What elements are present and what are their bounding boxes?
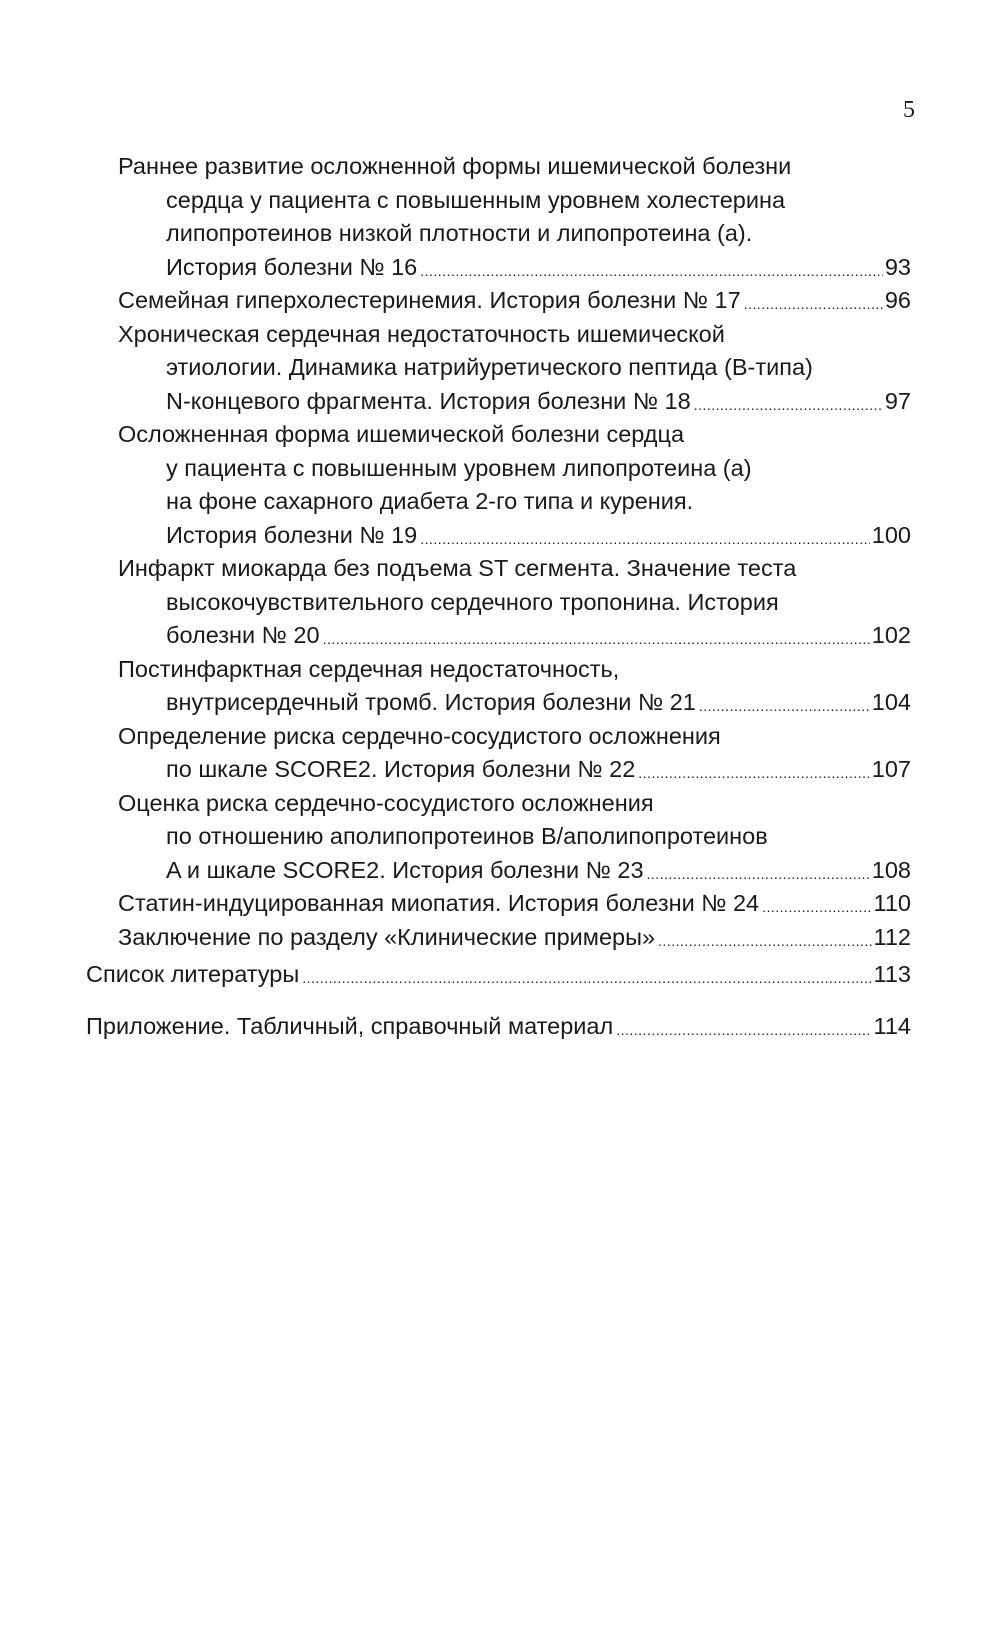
toc-entry[interactable] <box>0 787 1000 888</box>
toc-page-number: 113 <box>873 961 911 987</box>
toc-entry-last-line <box>0 854 1000 888</box>
toc-entry-line: Определение риска сердечно-сосудистого осложнения <box>118 722 721 749</box>
dot-leader <box>323 632 870 646</box>
toc-page-number: 114 <box>873 1012 911 1039</box>
toc-entry-last-line <box>0 1010 1000 1044</box>
page-number: 5 <box>903 97 915 123</box>
dot-leader <box>699 699 870 713</box>
table-of-contents <box>0 150 1000 1043</box>
toc-entry-last-line <box>0 958 1000 992</box>
toc-entry-last-line <box>0 887 1000 921</box>
dot-leader <box>302 971 871 985</box>
dot-leader <box>658 934 871 948</box>
toc-entry[interactable] <box>0 887 1000 921</box>
toc-entry-line: Хроническая сердечная недостаточность ишемической <box>118 320 725 347</box>
toc-entry-line: Инфаркт миокарда без подъема ST сегмента. Значение теста <box>118 555 797 581</box>
toc-entry-text: Заключение по разделу «Клинические примеры» <box>118 923 656 950</box>
toc-entry[interactable] <box>0 284 1000 318</box>
toc-entry-text: История болезни № 16 <box>166 253 418 280</box>
toc-entry[interactable] <box>0 418 1000 552</box>
toc-entry-text: A и шкале SCORE2. История болезни № 23 <box>166 856 644 883</box>
dot-leader <box>694 398 883 412</box>
toc-main-entry[interactable] <box>0 1010 1000 1044</box>
toc-entry[interactable] <box>0 921 1000 955</box>
toc-entry-line: Осложненная форма ишемической болезни сердца <box>118 421 685 447</box>
toc-entry-text: Приложение. Табличный, справочный материал <box>86 1012 614 1039</box>
toc-page-number: 112 <box>873 923 911 950</box>
dot-leader <box>616 1023 871 1037</box>
dot-leader <box>638 766 870 780</box>
dot-leader <box>420 264 883 278</box>
toc-entry[interactable] <box>0 653 1000 720</box>
toc-entry-last-line <box>0 519 1000 553</box>
toc-page-number: 96 <box>884 287 911 313</box>
toc-entry-last-line <box>0 284 1000 318</box>
toc-entry-line: сердца у пациента с повышенным уровнем холестерина <box>166 186 786 213</box>
toc-page-number: 107 <box>871 756 911 782</box>
toc-entry-line: на фоне сахарного диабета 2-го типа и курения. <box>166 488 694 514</box>
dot-leader <box>420 532 870 546</box>
toc-entry[interactable] <box>0 150 1000 284</box>
toc-page-number: 102 <box>871 622 911 648</box>
toc-entry-text: внутрисердечный тромб. История болезни № 21 <box>166 689 696 715</box>
toc-entry-text: Статин-индуцированная миопатия. История болезни № 24 <box>118 890 760 916</box>
toc-entry-line: липопротеинов низкой плотности и липопротеина (а). <box>166 220 753 246</box>
toc-page-number: 100 <box>871 521 911 548</box>
toc-entry-text: Семейная гиперхолестеринемия. История болезни № 17 <box>118 287 741 313</box>
toc-entry-last-line <box>0 251 1000 285</box>
dot-leader <box>762 900 871 914</box>
dot-leader <box>744 297 883 311</box>
toc-entry[interactable] <box>0 318 1000 419</box>
toc-entry-line: Раннее развитие осложненной формы ишемической болезни <box>118 153 792 179</box>
toc-page-number: 93 <box>884 253 911 280</box>
toc-entry-last-line <box>0 686 1000 720</box>
toc-entry-text: болезни № 20 <box>166 622 320 648</box>
toc-entry[interactable] <box>0 720 1000 787</box>
dot-leader <box>647 867 870 881</box>
toc-page-number: 104 <box>871 689 911 715</box>
toc-entry[interactable] <box>0 552 1000 653</box>
toc-entry-line: высокочувствительного сердечного тропонина. История <box>166 588 779 615</box>
toc-entry-line: Оценка риска сердечно-сосудистого осложнения <box>118 789 654 816</box>
toc-page-number: 110 <box>873 890 911 916</box>
toc-entry-text: по шкале SCORE2. История болезни № 22 <box>166 756 636 782</box>
toc-page-number: 97 <box>884 387 911 414</box>
toc-entry-text: N-концевого фрагмента. История болезни № 18 <box>166 387 691 414</box>
toc-entry-line: этиологии. Динамика натрийуретического пептида (B-типа) <box>166 354 813 380</box>
toc-main-entry[interactable] <box>0 958 1000 992</box>
toc-entry-last-line <box>0 921 1000 955</box>
toc-entry-last-line <box>0 385 1000 419</box>
toc-page-number: 108 <box>871 856 911 883</box>
toc-entry-text: История болезни № 19 <box>166 521 418 548</box>
toc-entry-last-line <box>0 753 1000 787</box>
toc-entry-line: Постинфарктная сердечная недостаточность, <box>118 655 620 682</box>
toc-entry-last-line <box>0 619 1000 653</box>
toc-entry-line: по отношению аполипопротеинов B/аполипопротеинов <box>166 823 768 849</box>
toc-entry-text: Список литературы <box>86 961 300 987</box>
toc-entry-line: у пациента с повышенным уровнем липопротеина (а) <box>166 454 752 481</box>
